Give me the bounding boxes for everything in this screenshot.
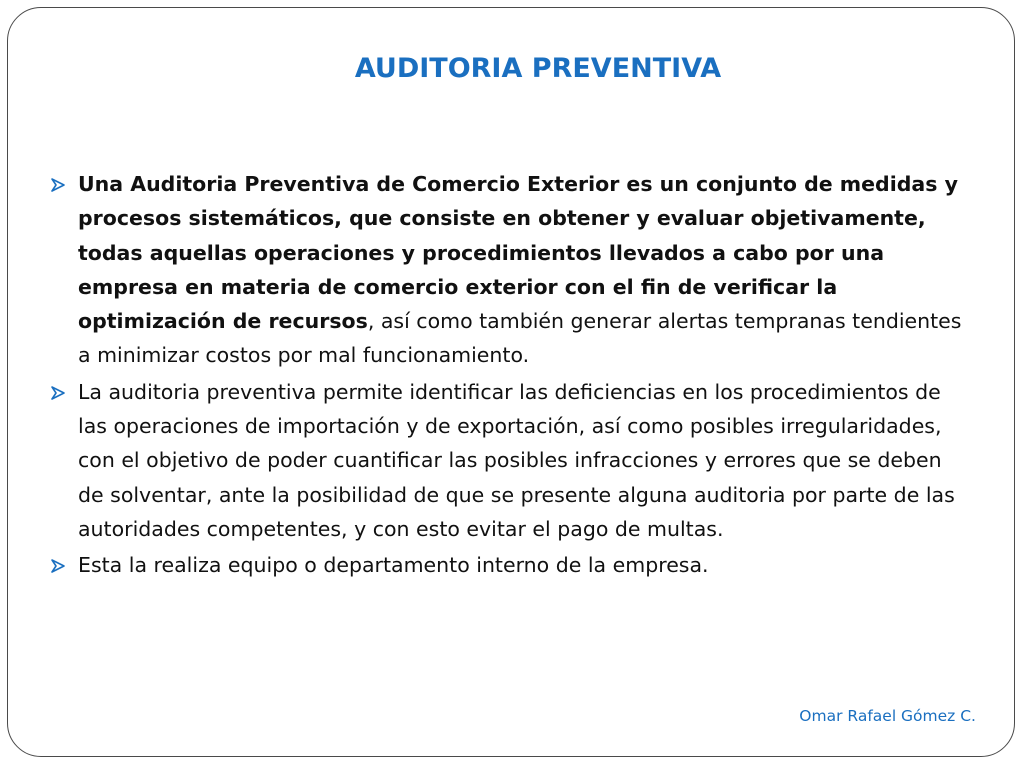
arrow-bullet-icon [50,177,66,193]
arrow-bullet-icon [50,558,66,574]
purpose-text: La auditoria preventiva permite identificar las deficiencias en los procedimientos de las operaciones de importación y de exportación, así como posibles irregularidades, con el objetivo de poder cuantificar las posibles infracciones y errores que se deben de solventar, ante la posibilidad de que se presente alguna auditoria por parte de las autoridades competentes, y con esto evitar el pago de multas. [78,379,955,541]
bullet-item-performer [50,548,970,582]
slide-title: AUDITORIA PREVENTIVA [354,53,722,84]
definition-bold-text: Una Auditoria Preventiva de Comercio Exterior es un conjunto de medidas y procesos sistemáticos, que consiste en obtener y evaluar objetivamente, todas aquellas operaciones y procedimientos llevados a cabo por una empresa en materia de comercio exterior con el fin de verificar la optimización de recursos [78,172,958,334]
bullet-list [50,167,970,583]
definition-normal-text: , así como también generar alertas tempranas tendientes a minimizar costos por mal funcionamiento. [78,309,962,368]
performer-text: Esta la realiza equipo o departamento interno de la empresa. [78,553,709,578]
arrow-bullet-icon [50,385,66,401]
author-footer: Omar Rafael Gómez C. [799,707,976,725]
bullet-item-purpose [50,375,970,546]
bullet-item-definition [50,167,970,373]
